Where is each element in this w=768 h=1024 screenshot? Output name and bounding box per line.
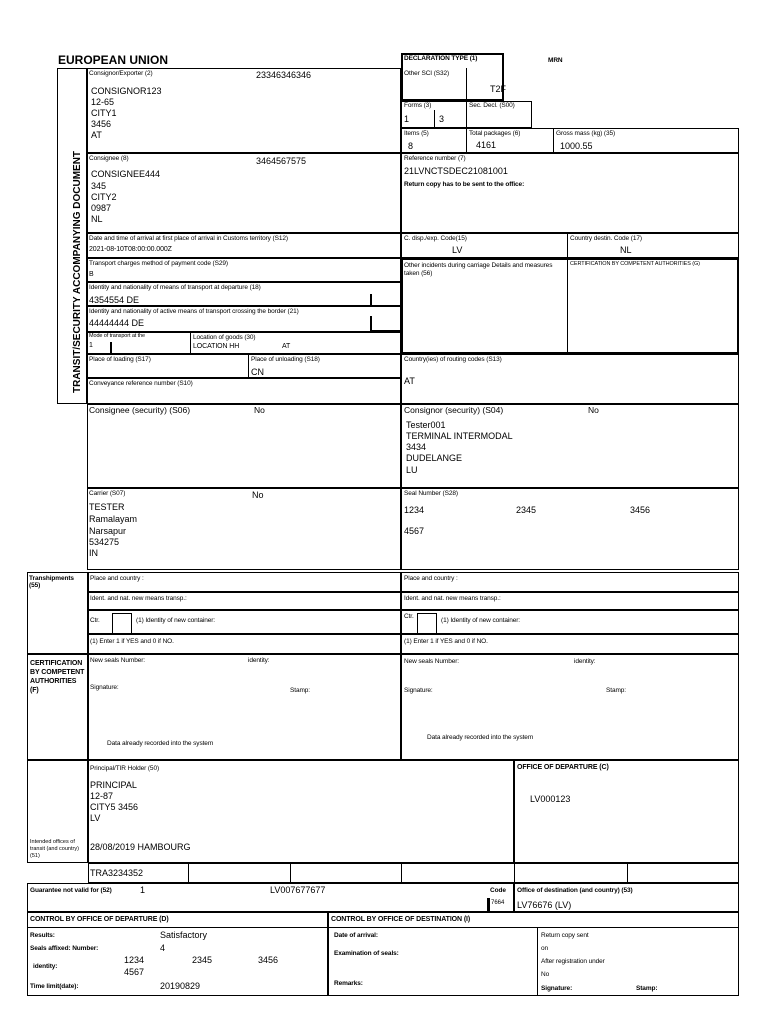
signature-label: Signature: (90, 684, 119, 691)
control-seal-value: 2345 (192, 955, 213, 965)
seals-affixed-label: Seals affixed: Number: (30, 945, 99, 952)
control-seal-value: 3456 (258, 955, 279, 965)
consignee-security-box (87, 404, 401, 488)
consignor-label: Consignor/Exporter (2) (89, 70, 153, 77)
seals-affixed-value: 4 (160, 943, 166, 953)
principal-line: LV (90, 813, 101, 823)
control-seal-value: 1234 (124, 955, 145, 965)
gross-mass-label: Gross mass (kg) (35) (556, 130, 616, 137)
total-packages-value: 4161 (476, 140, 497, 150)
identity-departure-label: Identity and nationality of means of transport at departure (18) (89, 284, 261, 291)
signature-label: Signature: (404, 687, 433, 694)
consignee-line: 345 (91, 181, 107, 191)
identity-departure-value: 4354554 DE (89, 295, 140, 305)
principal-line: 12-87 (90, 791, 114, 801)
principal-date-place: 28/08/2019 HAMBOURG (90, 842, 191, 852)
declaration-type-label: DECLARATION TYPE (1) (404, 55, 478, 62)
certification-g-label: CERTIFICATION BY COMPETENT AUTHORITIES (G) (570, 261, 700, 267)
new-seals-identity-label: identity: (574, 658, 596, 665)
consignee-security-label: Consignee (security) (S06) (89, 405, 191, 415)
consignor-security-line: TERMINAL INTERMODAL (406, 431, 513, 441)
reference-value: 21LVNCTSDEC21081001 (404, 166, 508, 176)
tranship-left-ctr (88, 610, 401, 634)
certification-f-right (401, 654, 739, 760)
no-label: No (541, 971, 550, 978)
on-label: on (541, 945, 549, 952)
transhipments-label: Transhipments (55) (29, 575, 74, 590)
carrier-line: Ramalayam (89, 514, 138, 524)
control-destination-label: CONTROL BY OFFICE OF DESTINATION (I) (331, 916, 471, 923)
tranship-right-ctr-label: Ctr. (404, 613, 414, 620)
location-goods-country: AT (282, 343, 291, 350)
office-departure-box (514, 760, 739, 863)
results-value: Satisfactory (160, 930, 208, 940)
consignor-box (87, 68, 401, 153)
transport-charges-value: B (89, 271, 94, 278)
data-recorded-note: Data already recorded into the system (427, 734, 534, 741)
consignee-label: Consignee (8) (89, 155, 129, 162)
stamp-label: Stamp: (606, 687, 626, 694)
return-copy-note: Return copy has to be sent to the office: (404, 181, 525, 188)
declaration-type-value: T2F (490, 84, 507, 94)
principal-line: CITY5 3456 (90, 802, 139, 812)
office-destination-label: Office of destination (and country) (53) (517, 887, 633, 894)
gross-mass-value: 1000.55 (560, 141, 593, 151)
tranship-left-ctr-label: Ctr. (90, 617, 100, 624)
reference-box (401, 153, 739, 233)
office-departure-value: LV000123 (530, 794, 571, 804)
control-departure-label: CONTROL BY OFFICE OF DEPARTURE (D) (30, 916, 169, 923)
arrival-datetime-value: 2021-08-10T08:00:00.000Z (89, 246, 172, 253)
results-label: Results: (30, 932, 55, 939)
mode-transport-label: Mode of transport at the (89, 333, 145, 339)
other-incidents-label: Other incidents during carriage Details and measures taken (56) (404, 262, 553, 278)
consignor-security-flag: No (588, 405, 599, 415)
tranship-left-place-label: Place and country : (90, 575, 144, 582)
stamp-label: Stamp: (290, 687, 310, 694)
location-goods-label: Location of goods (30) (193, 334, 256, 341)
guarantee-value: 1 (140, 885, 146, 895)
place-unloading-value: CN (251, 367, 264, 377)
side-title: TRANSIT/SECURITY ACCOMPANYING DOCUMENT (72, 150, 83, 393)
tranship-right-container-label: (1) Identity of new container: (441, 617, 521, 624)
control-identity-label: identity: (33, 963, 58, 970)
consignor-security-line: Tester001 (406, 420, 446, 430)
country-dispatch-label: C. disp./exp. Code(15) (404, 235, 467, 242)
consignor-line: CONSIGNOR123 (91, 86, 162, 96)
tra-number: TRA3234352 (90, 868, 144, 878)
remarks-label: Remarks: (334, 980, 363, 987)
tranship-left-ctr-checkbox[interactable] (112, 613, 132, 634)
consignor-line: AT (91, 130, 102, 140)
forms-value-1: 1 (404, 114, 410, 124)
carrier-box (87, 488, 401, 570)
transport-charges-label: Transport charges method of payment code (S29) (89, 260, 228, 267)
time-limit-value: 20190829 (160, 981, 201, 991)
time-limit-label: Time limit(date): (30, 983, 79, 990)
side-title-frame (57, 68, 87, 404)
consignor-number: 23346346346 (256, 70, 312, 80)
carrier-line: IN (89, 548, 98, 558)
routing-value: AT (404, 376, 415, 386)
consignor-line: 12-65 (91, 97, 115, 107)
tranship-left-container-label: (1) Identity of new container: (136, 617, 216, 624)
guarantee-code-value: 7664 (491, 900, 505, 906)
forms-value-2: 3 (439, 114, 445, 124)
total-packages-label: Total packages (6) (469, 130, 521, 137)
intended-offices-label: Intended offices of transit (and country) (51) (30, 839, 79, 859)
sec-decl-label: Sec. Decl. (S00) (469, 102, 515, 109)
tranship-right-note-text: (1) Enter 1 if YES and 0 if NO. (404, 638, 488, 645)
after-registration-label: After registration under (541, 958, 605, 965)
date-arrival-label: Date of arrival: (334, 932, 378, 939)
mrn-label: MRN (548, 57, 563, 64)
office-destination-value: LV76676 (LV) (517, 900, 572, 910)
document-title: EUROPEAN UNION (58, 53, 169, 67)
consignor-security-box (401, 404, 739, 488)
country-destination-label: Country destin. Code (17) (570, 235, 642, 242)
routing-label: Country(ies) of routing codes (S13) (404, 356, 502, 363)
arrival-datetime-label: Date and time of arrival at first place of arrival in Customs territory (S12) (89, 235, 288, 242)
control-seal-value: 4567 (124, 967, 145, 977)
carrier-label: Carrier (S07) (89, 490, 126, 497)
consignee-box (87, 153, 401, 233)
place-unloading-label: Place of unloading (S18) (251, 356, 320, 363)
consignee-line: CONSIGNEE444 (91, 169, 161, 179)
consignor-security-line: 3434 (406, 442, 427, 452)
new-seals-label: New seals Number: (90, 657, 146, 664)
consignor-security-label: Consignor (security) (S04) (404, 405, 504, 415)
consignor-security-line: DUDELANGE (406, 453, 463, 463)
place-loading-label: Place of loading (S17) (89, 356, 151, 363)
guarantee-label: Guarantee not valid for (52) (30, 887, 112, 894)
consignor-line: CITY1 (91, 108, 117, 118)
other-sci-label: Other SCI (S32) (404, 70, 450, 77)
items-label: Items (5) (404, 130, 429, 137)
consignee-line: 0987 (91, 203, 112, 213)
principal-line: PRINCIPAL (90, 780, 137, 790)
identity-border-label: Identity and nationality of active means of transport crossing the border (21) (89, 308, 299, 315)
carrier-line: TESTER (89, 502, 125, 512)
carrier-flag: No (252, 490, 264, 500)
country-destination-value: NL (620, 245, 632, 255)
country-dispatch-value: LV (452, 245, 463, 255)
forms-label: Forms (3) (404, 102, 432, 109)
consignee-line: CITY2 (91, 192, 117, 202)
seal-value: 4567 (404, 526, 425, 536)
tranship-right-means-label: Ident. and nat. new means transp.: (404, 595, 501, 602)
seal-value: 1234 (404, 505, 425, 515)
consignee-line: NL (91, 214, 103, 224)
principal-label: Principal/TIR Holder (50) (90, 765, 160, 772)
reference-label: Reference number (7) (404, 155, 466, 162)
office-departure-label: OFFICE OF DEPARTURE (C) (517, 764, 609, 771)
consignee-number: 3464567575 (256, 156, 307, 166)
destination-signature-label: Signature: (541, 985, 573, 992)
certification-f-label: CERTIFICATION BY COMPETENT AUTHORITIES (F) (30, 660, 85, 695)
seal-number-box (401, 488, 739, 570)
conveyance-label: Conveyance reference number (S10) (89, 380, 193, 387)
guarantee-code-label: Code (490, 887, 506, 894)
location-goods-value: LOCATION HH (193, 343, 240, 350)
carrier-line: Narsapur (89, 526, 127, 536)
tranship-right-ctr-checkbox[interactable] (417, 613, 437, 634)
mode-transport-value: 1 (89, 342, 93, 349)
data-recorded-note: Data already recorded into the system (107, 740, 214, 747)
consignor-security-line: LU (406, 465, 418, 475)
identity-border-value: 44444444 DE (89, 318, 145, 328)
items-value: 8 (408, 141, 414, 151)
seal-value: 2345 (516, 505, 537, 515)
consignee-security-flag: No (254, 405, 265, 415)
consignor-line: 3456 (91, 119, 112, 129)
carrier-line: 534275 (89, 537, 120, 547)
return-copy-sent-label: Return copy sent (541, 932, 589, 939)
guarantee-ref: LV007677677 (270, 885, 326, 895)
seal-number-label: Seal Number (S28) (404, 490, 458, 497)
tra-row (88, 863, 739, 883)
exam-seals-label: Examination of seals: (334, 950, 399, 957)
new-seals-identity-label: identity: (248, 657, 270, 664)
seal-value: 3456 (630, 505, 651, 515)
new-seals-label: New seals Number: (404, 658, 460, 665)
tranship-left-note-text: (1) Enter 1 if YES and 0 if NO. (90, 638, 174, 645)
destination-stamp-label: Stamp: (636, 985, 658, 992)
tranship-left-means-label: Ident. and nat. new means transp.: (90, 595, 187, 602)
tranship-right-place-label: Place and country : (404, 575, 458, 582)
